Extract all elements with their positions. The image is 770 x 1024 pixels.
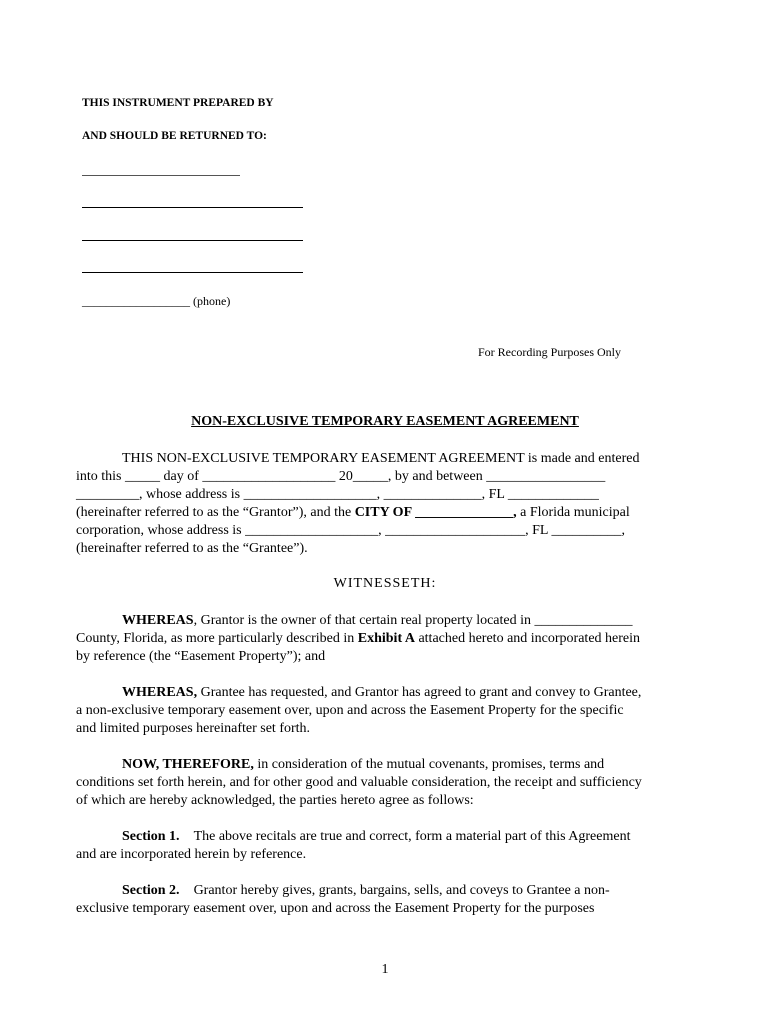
now-therefore-line: of which are hereby acknowledged, the parties hereto agree as follows: — [76, 793, 474, 808]
recording-note: For Recording Purposes Only — [478, 345, 621, 359]
section-1-line: and are incorporated herein by reference. — [76, 847, 307, 862]
return-address-blank-3 — [82, 272, 303, 273]
paragraph-text: Grantor hereby gives, grants, bargains, sells, and coveys to Grantee a non- — [193, 883, 610, 898]
whereas-2-line: a non-exclusive temporary easement over, upon and across the Easement Property for the specific — [76, 703, 624, 718]
intro-line: corporation, whose address is ___________________, ____________________, FL __________, — [76, 523, 625, 538]
intro-line: THIS NON-EXCLUSIVE TEMPORARY EASEMENT AGREEMENT is made and entered — [122, 451, 640, 466]
whereas-1-line — [76, 630, 640, 648]
whereas-1-line — [122, 612, 633, 630]
prepared-by-heading: THIS INSTRUMENT PREPARED BY — [82, 97, 274, 109]
return-name-blank — [82, 175, 240, 176]
intro-line: into this _____ day of ___________________ 20_____, by and between _________________ — [76, 469, 606, 484]
now-therefore-line — [122, 756, 604, 774]
return-address-blank-2 — [82, 240, 303, 241]
section-1-label: Section 1. — [122, 829, 180, 844]
intro-line — [76, 504, 630, 522]
phone-blank: __________________ (phone) — [82, 294, 231, 308]
intro-text: (hereinafter referred to as the “Grantor”), and the — [76, 505, 355, 520]
paragraph-text: The above recitals are true and correct, form a material part of this Agreement — [193, 829, 631, 844]
witnesseth-heading: WITNESSETH: — [333, 576, 437, 591]
page-number: 1 — [381, 962, 389, 977]
section-1-line — [122, 828, 630, 846]
document-title: NON-EXCLUSIVE TEMPORARY EASEMENT AGREEMENT — [191, 414, 579, 429]
city-of-blank: CITY OF ______________, — [354, 505, 517, 520]
returned-to-heading: AND SHOULD BE RETURNED TO: — [82, 130, 267, 142]
exhibit-a-ref: Exhibit A — [357, 631, 415, 646]
paragraph-text: , Grantor is the owner of that certain real property located in ______________ — [193, 613, 633, 628]
paragraph-text: County, Florida, as more particularly described in — [76, 631, 358, 646]
whereas-lead: WHEREAS — [122, 613, 194, 628]
return-address-blank-1 — [82, 207, 303, 208]
paragraph-text: Grantee has requested, and Grantor has agreed to grant and convey to Grantee, — [197, 685, 642, 700]
paragraph-text: in consideration of the mutual covenants, promises, terms and — [253, 757, 605, 772]
now-therefore-lead: NOW, THEREFORE, — [122, 757, 254, 772]
intro-line: (hereinafter referred to as the “Grantee”). — [76, 541, 308, 556]
whereas-lead: WHEREAS, — [122, 685, 198, 700]
whereas-2-line — [122, 684, 641, 702]
intro-line: _________, whose address is ___________________, ______________, FL _____________ — [76, 487, 599, 502]
whereas-1-line: by reference (the “Easement Property”); and — [76, 649, 326, 664]
section-2-line: exclusive temporary easement over, upon and across the Easement Property for the purposes — [76, 901, 595, 916]
now-therefore-line: conditions set forth herein, and for other good and valuable consideration, the receipt and sufficiency — [76, 775, 642, 790]
whereas-2-line: and limited purposes hereinafter set forth. — [76, 721, 311, 736]
section-2-line — [122, 882, 610, 900]
paragraph-text: attached hereto and incorporated herein — [414, 631, 641, 646]
section-2-label: Section 2. — [122, 883, 180, 898]
intro-text: a Florida municipal — [516, 505, 630, 520]
